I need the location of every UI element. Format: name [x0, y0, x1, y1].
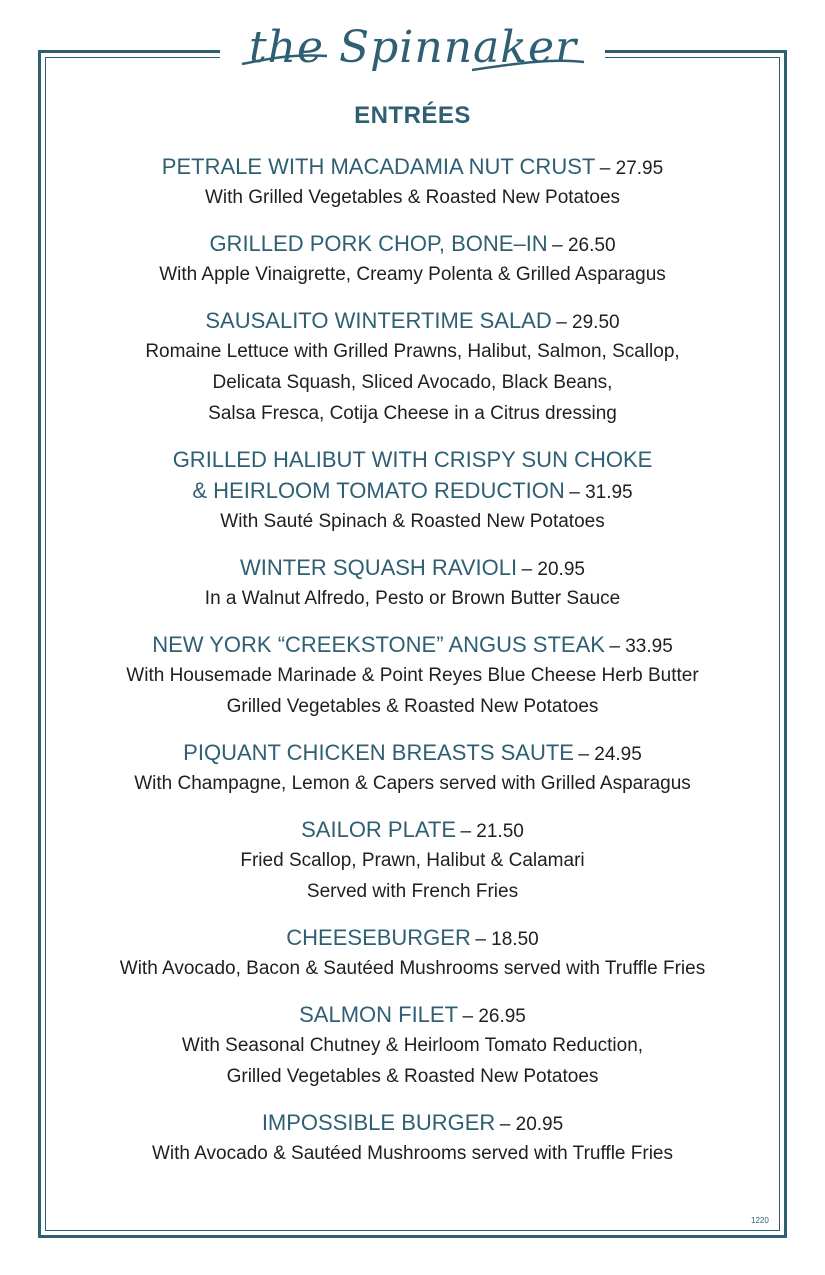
entrees-list: [50, 151, 775, 1184]
menu-item-description: Fried Scallop, Prawn, Halibut & Calamari: [240, 850, 585, 871]
menu-item-price: – 24.95: [578, 744, 642, 765]
menu-item: [50, 629, 775, 722]
menu-item-name: NEW YORK “CREEKSTONE” ANGUS STEAK: [152, 632, 605, 657]
menu-item-price: – 20.95: [521, 559, 585, 580]
menu-item-name: & HEIRLOOM TOMATO REDUCTION: [192, 478, 565, 503]
menu-item-price: – 21.50: [460, 821, 524, 842]
menu-item-price: – 26.95: [462, 1006, 526, 1027]
menu-item-name: GRILLED HALIBUT WITH CRISPY SUN CHOKE: [172, 447, 653, 472]
menu-item: [50, 305, 775, 429]
menu-item-title-line: [50, 552, 775, 583]
menu-item-name: IMPOSSIBLE BURGER: [261, 1110, 496, 1135]
menu-item-description: With Apple Vinaigrette, Creamy Polenta & Grilled Asparagus: [159, 264, 666, 285]
menu-item-price: – 20.95: [499, 1114, 564, 1135]
menu-item-title-line: [50, 305, 775, 336]
menu-item: [50, 444, 775, 537]
menu-item-price: – 18.50: [475, 929, 539, 950]
menu-item-description: Served with French Fries: [306, 881, 519, 902]
menu-item-description: In a Walnut Alfredo, Pesto or Brown Butter Sauce: [204, 588, 621, 609]
menu-item-name: PETRALE WITH MACADAMIA NUT CRUST: [161, 154, 596, 179]
menu-item-description: With Champagne, Lemon & Capers served with Grilled Asparagus: [134, 773, 691, 794]
menu-item-name: CHEESEBURGER: [286, 925, 471, 950]
menu-item-description: Grilled Vegetables & Roasted New Potatoes: [226, 1066, 599, 1087]
menu-item: [50, 999, 775, 1092]
menu-item-description: With Avocado & Sautéed Mushrooms served with Truffle Fries: [152, 1143, 673, 1164]
menu-code: 1220: [751, 1216, 769, 1225]
menu-item-title-line: [50, 475, 775, 506]
menu-item: [50, 922, 775, 984]
menu-item-title-line: [50, 629, 775, 660]
menu-item-name: SALMON FILET: [299, 1002, 459, 1027]
menu-item: [50, 737, 775, 799]
menu-item-description: With Sauté Spinach & Roasted New Potatoes: [220, 511, 605, 532]
menu-item-price: – 27.95: [599, 158, 664, 179]
menu-item-name: GRILLED PORK CHOP, BONE–IN: [209, 231, 548, 256]
menu-item: [50, 814, 775, 907]
menu-item-price: – 31.95: [569, 482, 633, 503]
menu-item-title-line: [50, 228, 775, 259]
menu-item-description: Grilled Vegetables & Roasted New Potatoes: [226, 696, 599, 717]
menu-item-name: WINTER SQUASH RAVIOLI: [240, 555, 518, 580]
menu-item-name: SAILOR PLATE: [301, 817, 456, 842]
spinnaker-logo: [232, 18, 594, 90]
menu-item-title-line: [50, 999, 775, 1030]
menu-item-description: With Avocado, Bacon & Sautéed Mushrooms served with Truffle Fries: [119, 958, 706, 979]
menu-item-title-line: [50, 444, 775, 475]
menu-item: [50, 552, 775, 614]
menu-item-title-line: [50, 737, 775, 768]
menu-item: [50, 228, 775, 290]
menu-item-title-line: [50, 814, 775, 845]
menu-item-name: PIQUANT CHICKEN BREASTS SAUTE: [183, 740, 574, 765]
menu-item-name: SAUSALITO WINTERTIME SALAD: [205, 308, 552, 333]
menu-item-description: With Housemade Marinade & Point Reyes Blue Cheese Herb Butter: [126, 665, 699, 686]
section-title: ENTRÉES: [354, 102, 471, 129]
menu-item: [50, 151, 775, 213]
menu-item-title-line: [50, 922, 775, 953]
menu-item-description: With Grilled Vegetables & Roasted New Potatoes: [204, 187, 621, 208]
menu-item-title-line: [50, 151, 775, 182]
menu-item-price: – 29.50: [556, 312, 620, 333]
menu-item-description: Salsa Fresca, Cotija Cheese in a Citrus dressing: [208, 403, 617, 424]
menu-item-price: – 26.50: [552, 235, 616, 256]
menu-item-description: Romaine Lettuce with Grilled Prawns, Halibut, Salmon, Scallop,: [145, 341, 680, 362]
menu-item-description: With Seasonal Chutney & Heirloom Tomato Reduction,: [181, 1035, 644, 1056]
menu-item-description: Delicata Squash, Sliced Avocado, Black Beans,: [212, 372, 613, 393]
logo-text: the Spinnaker: [248, 22, 578, 73]
menu-item-price: – 33.95: [609, 636, 673, 657]
menu-item-title-line: [50, 1107, 775, 1138]
menu-item: [50, 1107, 775, 1169]
